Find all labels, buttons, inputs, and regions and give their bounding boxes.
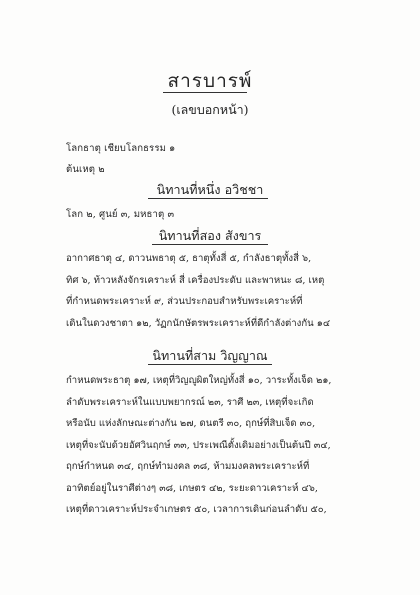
section-3-line-2: ลำดับพระเคราะห์ในแบบพยากรณ์ ๒๓, ราศี ๒๓, เหตุที่จะเกิด bbox=[66, 396, 314, 408]
intro-line-1: โลกธาตุ เชียบโลกธรรม ๑ bbox=[66, 143, 176, 154]
section-3-line-4: เหตุที่จะนับด้วยอัศวินฤกษ์ ๓๓, ประเพณีตั้งเดิมอย่างเป็นต้นปี ๓๔, bbox=[66, 439, 331, 451]
section-1-heading-underline bbox=[148, 198, 268, 199]
section-3-heading-underline bbox=[148, 364, 272, 365]
section-3-line-6: อาทิตย์อยู่ในราศีต่างๆ ๓๘, เกษตร ๔๒, ระยะดาวเคราะห์ ๔๖, bbox=[66, 482, 318, 494]
section-3-heading: นิทานที่สาม วิญญาณ bbox=[152, 348, 268, 363]
section-2-line-1: อากาศธาตุ ๔, ดาวนพธาตุ ๕, ธาตุทั้งสี่ ๕, กำลังธาตุทั้งสี่ ๖, bbox=[66, 253, 312, 264]
section-3-line-7: เหตุที่ดาวเคราะห์ประจำเกษตร ๕๐, เวลาการเดินก่อนลำดับ ๕๐, bbox=[66, 504, 327, 515]
section-3-line-5: ฤกษ์กำหนด ๓๔, ฤกษ์ทำมงคล ๓๘, ห้ามมงคลพระเคราะห์ที่ bbox=[66, 461, 310, 472]
section-2-heading: นิทานที่สอง สังขาร bbox=[158, 228, 262, 243]
page-title: สารบารพ์ bbox=[167, 70, 253, 92]
section-3-line-3: หรือนับ แห่งลักษณะต่างกัน ๒๗, ดนตรี ๓๐, ฤกษ์ที่สิบเจ็ด ๓๐, bbox=[66, 418, 316, 429]
section-1-line-1: โลก ๒, ศูนย์ ๓, มหธาตุ ๓ bbox=[66, 209, 175, 220]
section-1-heading: นิทานที่หนึ่ง อวิชชา bbox=[156, 182, 264, 197]
section-2-line-4: เดินในดวงชาตา ๑๒, วัฏกนักษัตรพระเคราะห์ที่ดีกำลังต่างกัน ๑๔ bbox=[66, 317, 331, 329]
section-3-line-1: กำหนดพระธาตุ ๑๗, เหตุที่วิญญูผิตใหญ่ทั้งสี่ ๑๐, วาระทั้งเจ็ด ๒๑, bbox=[66, 375, 332, 386]
page-subtitle: (เลขบอกหน้า) bbox=[171, 102, 249, 117]
intro-line-2: ต้นเหตุ ๒ bbox=[66, 164, 105, 175]
section-2-paragraph bbox=[66, 248, 372, 334]
section-3-paragraph bbox=[66, 370, 372, 521]
section-2-heading-underline bbox=[152, 244, 268, 245]
section-2-line-2: ทิศ ๖, ท้าวหลังจักรเคราะห์ สี่ เครื่องประดับ และพาหนะ ๘, เหตุ bbox=[66, 274, 325, 286]
section-2-line-3: ที่กำหนดพระเคราะห์ ๙, ส่วนประกอบสำหรับพระเคราะห์ที่ bbox=[66, 296, 303, 307]
title-underline bbox=[163, 92, 247, 93]
